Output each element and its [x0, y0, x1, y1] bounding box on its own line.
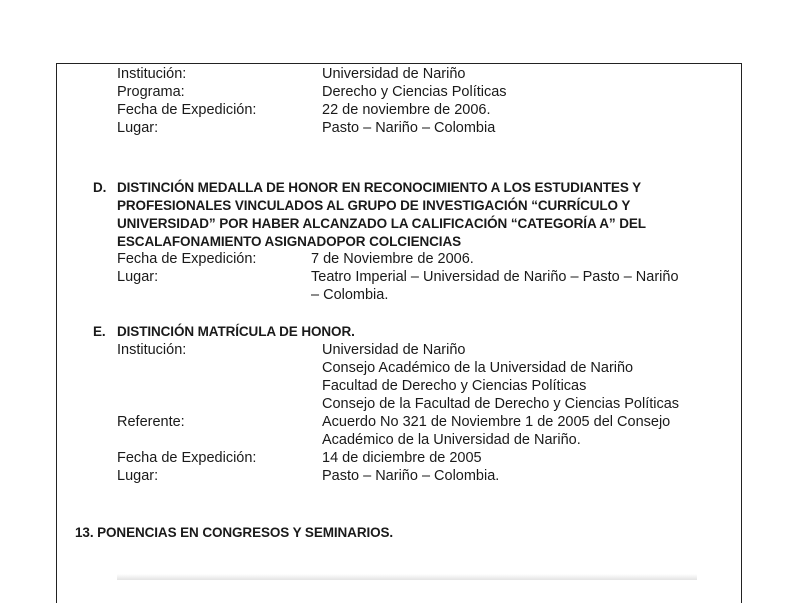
section-d-heading-line-4: ESCALAFONAMIENTO ASIGNADOPOR COLCIENCIAS [117, 234, 462, 249]
section-e-lugar-label: Lugar: [117, 468, 159, 484]
section-e-heading: DISTINCIÓN MATRÍCULA DE HONOR. [117, 324, 355, 339]
section-e-institucion-line-1: Universidad de Nariño [322, 342, 466, 358]
section-d-letter: D. [93, 180, 107, 195]
section-d-heading-line-1: DISTINCIÓN MEDALLA DE HONOR EN RECONOCIMIENTO A LOS ESTUDIANTES Y [117, 180, 642, 195]
section-e-institucion-label: Institución: [117, 342, 187, 358]
lugar-value: Pasto – Nariño – Colombia [322, 120, 496, 136]
section-e-letter: E. [93, 324, 106, 339]
section-e-referente-line-1: Acuerdo No 321 de Noviembre 1 de 2005 del Consejo [322, 414, 671, 430]
page-bottom-fade [117, 574, 697, 580]
fecha-expedicion-label: Fecha de Expedición: [117, 102, 257, 118]
institucion-value: Universidad de Nariño [322, 66, 466, 82]
section-e-fecha-label: Fecha de Expedición: [117, 450, 257, 466]
section-d-fecha-value: 7 de Noviembre de 2006. [311, 251, 474, 267]
section-d-lugar-value-line-2: – Colombia. [311, 287, 389, 303]
section-d-lugar-label: Lugar: [117, 269, 159, 285]
fecha-expedicion-value: 22 de noviembre de 2006. [322, 102, 491, 118]
institucion-label: Institución: [117, 66, 187, 82]
section-d-lugar-value-line-1: Teatro Imperial – Universidad de Nariño – Pasto – Nariño [311, 269, 679, 285]
section-d-heading-line-2: PROFESIONALES VINCULADOS AL GRUPO DE INVESTIGACIÓN “CURRÍCULO Y [117, 198, 631, 213]
section-d-fecha-label: Fecha de Expedición: [117, 251, 257, 267]
section-e-fecha-value: 14 de diciembre de 2005 [322, 450, 482, 466]
programa-label: Programa: [117, 84, 185, 100]
section-e-institucion-line-2: Consejo Académico de la Universidad de Nariño [322, 360, 634, 376]
section-e-referente-line-2: Académico de la Universidad de Nariño. [322, 432, 581, 448]
section-e-institucion-line-4: Consejo de la Facultad de Derecho y Ciencias Políticas [322, 396, 680, 412]
section-d-heading-line-3: UNIVERSIDAD” POR HABER ALCANZADO LA CALIFICACIÓN “CATEGORÍA A” DEL [117, 216, 646, 231]
section-e-institucion-line-3: Facultad de Derecho y Ciencias Políticas [322, 378, 587, 394]
section-e-lugar-value: Pasto – Nariño – Colombia. [322, 468, 500, 484]
programa-value: Derecho y Ciencias Políticas [322, 84, 507, 100]
section-13-heading: 13. PONENCIAS EN CONGRESOS Y SEMINARIOS. [75, 525, 394, 540]
section-e-referente-label: Referente: [117, 414, 185, 430]
lugar-label: Lugar: [117, 120, 159, 136]
